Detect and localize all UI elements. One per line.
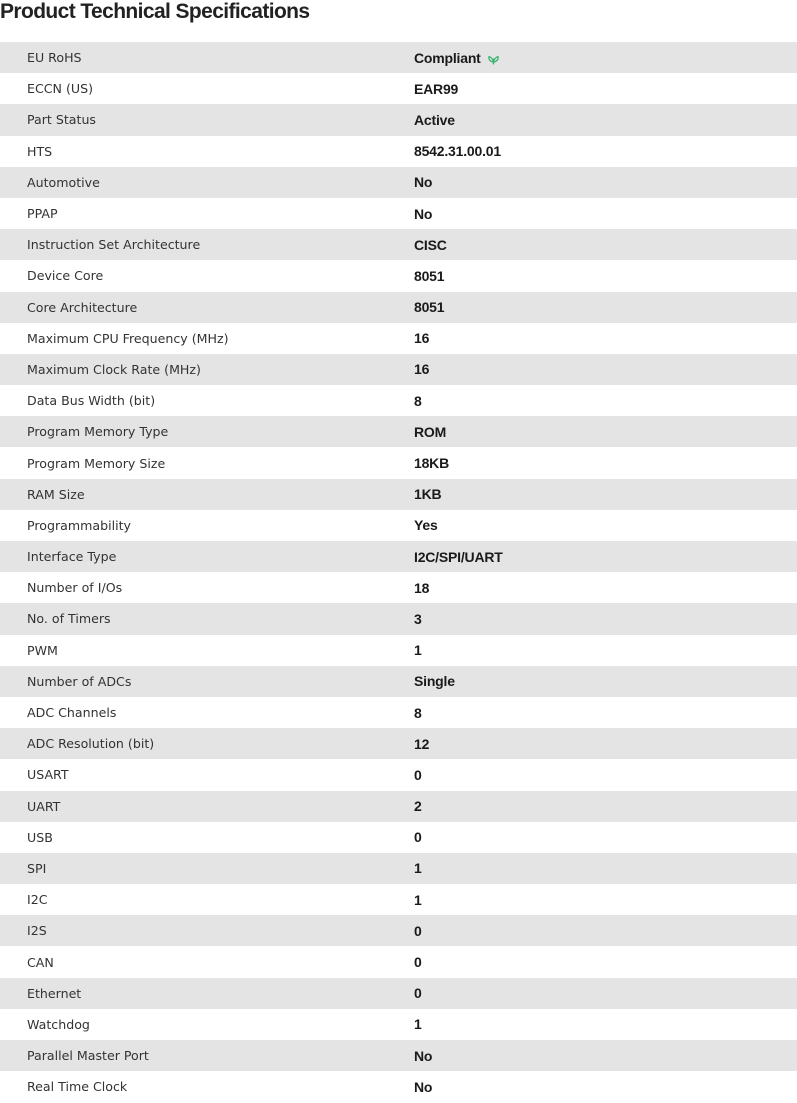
table-row	[0, 697, 797, 728]
spec-value: 2	[414, 798, 422, 815]
spec-label: Maximum CPU Frequency (MHz)	[27, 330, 229, 346]
spec-label: Real Time Clock	[27, 1079, 128, 1095]
table-row	[0, 1040, 797, 1071]
spec-label: Ethernet	[27, 985, 82, 1001]
spec-value-cell	[414, 42, 797, 73]
spec-value: 0	[414, 829, 422, 846]
page-title: Product Technical Specifications	[0, 0, 310, 23]
spec-value: 1	[414, 891, 422, 908]
table-row	[0, 354, 797, 385]
table-row	[0, 229, 797, 260]
table-row	[0, 572, 797, 603]
spec-value: ROM	[414, 423, 447, 440]
table-row	[0, 978, 797, 1009]
spec-value: No	[414, 205, 433, 222]
spec-label: Automotive	[27, 174, 100, 190]
leaf-icon	[487, 53, 500, 65]
spec-value: I2C/SPI/UART	[414, 548, 503, 565]
spec-label: PWM	[27, 642, 58, 658]
spec-value: 1	[414, 1016, 422, 1033]
spec-label: CAN	[27, 954, 54, 970]
spec-label: UART	[27, 798, 61, 814]
table-row	[0, 1009, 797, 1040]
spec-value: 18KB	[414, 455, 449, 472]
table-row	[0, 416, 797, 447]
spec-label: Number of I/Os	[27, 580, 123, 596]
spec-table	[0, 42, 797, 1102]
spec-value: 12	[414, 735, 430, 752]
table-row	[0, 603, 797, 634]
spec-label: USB	[27, 829, 53, 845]
spec-value: 3	[414, 610, 422, 627]
spec-value: 0	[414, 985, 422, 1002]
spec-value: Single	[414, 673, 455, 690]
spec-label: Watchdog	[27, 1016, 90, 1032]
spec-label: Device Core	[27, 268, 104, 284]
table-row	[0, 946, 797, 977]
spec-value: 8051	[414, 267, 445, 284]
spec-label: Program Memory Type	[27, 424, 169, 440]
spec-label: PPAP	[27, 206, 58, 222]
spec-value: No	[414, 1047, 433, 1064]
table-row	[0, 136, 797, 167]
spec-value: No	[414, 174, 433, 191]
spec-label: Core Architecture	[27, 299, 138, 315]
spec-label: USART	[27, 767, 69, 783]
table-row	[0, 42, 797, 73]
table-row	[0, 666, 797, 697]
spec-value: 1	[414, 860, 422, 877]
table-row	[0, 167, 797, 198]
table-row	[0, 728, 797, 759]
spec-value: 8542.31.00.01	[414, 143, 501, 160]
spec-label: Parallel Master Port	[27, 1048, 149, 1064]
spec-label: Maximum Clock Rate (MHz)	[27, 361, 201, 377]
spec-value: Compliant	[414, 49, 481, 66]
table-row	[0, 791, 797, 822]
table-row	[0, 260, 797, 291]
spec-value: 16	[414, 361, 430, 378]
table-row	[0, 292, 797, 323]
table-row	[0, 541, 797, 572]
spec-value: 1KB	[414, 486, 442, 503]
spec-label: HTS	[27, 143, 53, 159]
table-row	[0, 479, 797, 510]
spec-label: Number of ADCs	[27, 673, 132, 689]
spec-value: 8	[414, 392, 422, 409]
table-row	[0, 1071, 797, 1102]
spec-value: No	[414, 1078, 433, 1095]
table-row	[0, 104, 797, 135]
spec-value: 0	[414, 954, 422, 971]
spec-table-body	[0, 42, 797, 1102]
table-row	[0, 759, 797, 790]
table-row	[0, 323, 797, 354]
spec-label: ADC Resolution (bit)	[27, 736, 155, 752]
spec-value: 0	[414, 922, 422, 939]
spec-label: ADC Channels	[27, 705, 117, 721]
spec-label: Programmability	[27, 517, 132, 533]
spec-label: EU RoHS	[27, 50, 82, 66]
spec-label: ECCN (US)	[27, 81, 94, 97]
table-row	[0, 73, 797, 104]
spec-value: 0	[414, 766, 422, 783]
spec-value: 8	[414, 704, 422, 721]
spec-value: EAR99	[414, 80, 459, 97]
table-row	[0, 510, 797, 541]
table-row	[0, 915, 797, 946]
spec-label: SPI	[27, 860, 47, 876]
spec-label: I2S	[27, 923, 47, 939]
spec-label: Data Bus Width (bit)	[27, 393, 156, 409]
spec-value: 18	[414, 579, 430, 596]
table-row	[0, 198, 797, 229]
table-row	[0, 884, 797, 915]
spec-label: Instruction Set Architecture	[27, 237, 201, 253]
spec-value: CISC	[414, 236, 447, 253]
table-row	[0, 447, 797, 478]
table-row	[0, 385, 797, 416]
table-row	[0, 635, 797, 666]
spec-value: 8051	[414, 299, 445, 316]
spec-label: I2C	[27, 892, 48, 908]
spec-label: RAM Size	[27, 486, 85, 502]
spec-label: Interface Type	[27, 549, 117, 565]
spec-label: Program Memory Size	[27, 455, 166, 471]
spec-label: Part Status	[27, 112, 96, 128]
spec-value: 16	[414, 330, 430, 347]
table-row	[0, 853, 797, 884]
spec-value: Active	[414, 111, 455, 128]
table-row	[0, 822, 797, 853]
spec-value: Yes	[414, 517, 438, 534]
spec-label: No. of Timers	[27, 611, 111, 627]
spec-value: 1	[414, 642, 422, 659]
